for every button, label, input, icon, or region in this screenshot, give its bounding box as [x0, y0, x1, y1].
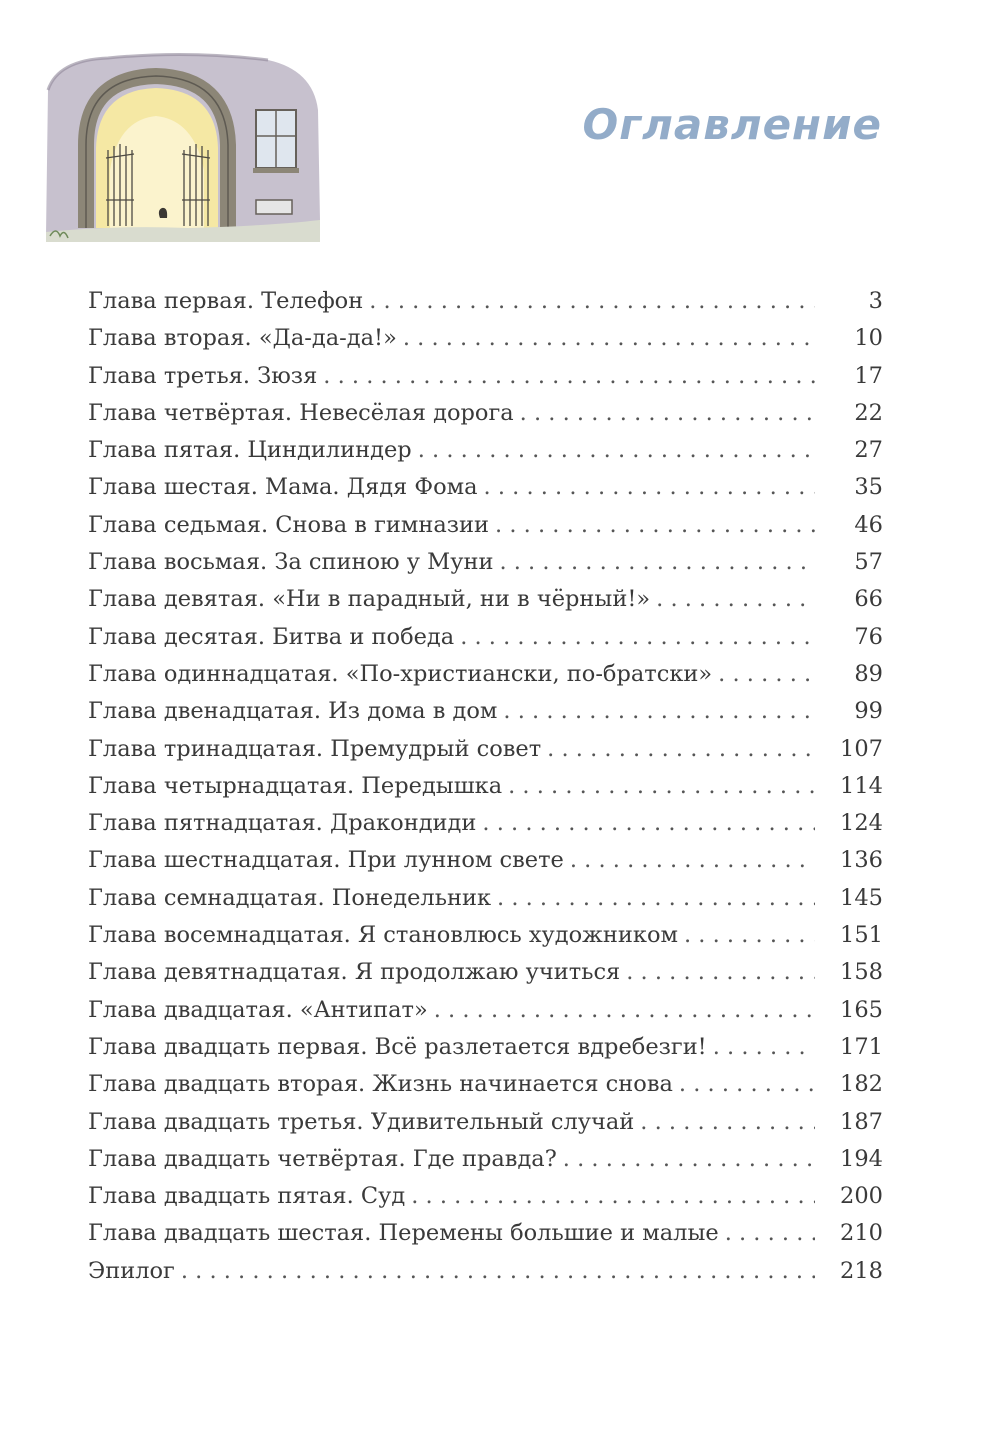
toc-entry — [88, 288, 883, 325]
toc-leader-dots — [684, 922, 815, 948]
toc-entry-title: Глава двадцать первая. Всё разлетается вдребезги! — [88, 1033, 707, 1060]
toc-entry-page: 194 — [840, 1145, 883, 1172]
toc-entry — [88, 810, 883, 847]
toc-entry — [88, 885, 883, 922]
toc-entry-page: 165 — [840, 996, 883, 1023]
table-of-contents — [88, 288, 883, 1295]
toc-leader-dots — [484, 474, 815, 500]
toc-leader-dots — [725, 1220, 815, 1246]
toc-entry — [88, 1034, 883, 1071]
toc-leader-dots — [369, 288, 815, 314]
toc-entry-title: Глава пятая. Циндилиндер — [88, 437, 412, 464]
toc-entry-page: 27 — [854, 437, 883, 464]
toc-entry — [88, 363, 883, 400]
toc-entry-title: Глава одиннадцатая. «По-христиански, по-братски» — [88, 660, 713, 687]
toc-entry-page: 124 — [840, 810, 883, 837]
toc-entry-title: Глава двадцать четвёртая. Где правда? — [88, 1145, 557, 1172]
toc-leader-dots — [460, 624, 815, 650]
toc-leader-dots — [626, 959, 815, 985]
toc-entry-title: Глава семнадцатая. Понедельник — [88, 884, 492, 911]
toc-entry-title: Глава тринадцатая. Премудрый совет — [88, 735, 542, 762]
toc-entry-title: Глава четырнадцатая. Передышка — [88, 772, 503, 799]
toc-entry-page: 22 — [854, 399, 883, 426]
toc-entry — [88, 437, 883, 474]
toc-entry — [88, 922, 883, 959]
toc-leader-dots — [181, 1258, 815, 1284]
toc-entry — [88, 1258, 883, 1295]
toc-entry — [88, 474, 883, 511]
toc-leader-dots — [495, 512, 815, 538]
toc-entry — [88, 1183, 883, 1220]
toc-leader-dots — [570, 847, 815, 873]
toc-entry — [88, 1071, 883, 1108]
toc-entry-title: Глава шестая. Мама. Дядя Фома — [88, 474, 478, 501]
toc-entry — [88, 512, 883, 549]
toc-entry-page: 17 — [854, 362, 883, 389]
toc-entry — [88, 736, 883, 773]
toc-entry-page: 114 — [840, 772, 883, 799]
toc-entry — [88, 549, 883, 586]
toc-entry — [88, 847, 883, 884]
toc-entry-title: Глава двадцать вторая. Жизнь начинается снова — [88, 1071, 673, 1098]
toc-entry-page: 35 — [854, 474, 883, 501]
toc-entry-page: 89 — [854, 660, 883, 687]
toc-entry — [88, 586, 883, 623]
toc-leader-dots — [640, 1109, 815, 1135]
toc-entry-page: 66 — [854, 586, 883, 613]
toc-entry-page: 3 — [868, 288, 883, 314]
archway-illustration — [38, 50, 323, 245]
toc-entry-page: 46 — [854, 511, 883, 538]
toc-entry — [88, 698, 883, 735]
toc-entry — [88, 624, 883, 661]
archway-drawing — [38, 50, 323, 245]
toc-leader-dots — [418, 437, 815, 463]
toc-entry-title: Глава двадцать пятая. Суд — [88, 1183, 406, 1210]
toc-leader-dots — [713, 1034, 815, 1060]
toc-entry-title: Глава первая. Телефон — [88, 288, 364, 314]
toc-leader-dots — [403, 325, 815, 351]
toc-entry-title: Глава двадцать шестая. Перемены большие и малые — [88, 1220, 719, 1247]
toc-leader-dots — [563, 1146, 815, 1172]
toc-entry-title: Глава седьмая. Снова в гимназии — [88, 511, 490, 538]
toc-entry-title: Глава четвёртая. Невесёлая дорога — [88, 399, 514, 426]
toc-entry-page: 145 — [840, 884, 883, 911]
toc-entry-page: 136 — [840, 847, 883, 874]
toc-entry-title: Глава восемнадцатая. Я становлюсь художником — [88, 922, 678, 949]
toc-entry-page: 200 — [840, 1183, 883, 1210]
toc-entry-title: Глава двадцать третья. Удивительный случай — [88, 1108, 635, 1135]
toc-entry-page: 107 — [840, 735, 883, 762]
toc-leader-dots — [503, 698, 815, 724]
toc-entry-page: 151 — [840, 922, 883, 949]
toc-entry-title: Глава двадцатая. «Антипат» — [88, 996, 428, 1023]
toc-entry-page: 99 — [854, 698, 883, 725]
toc-leader-dots — [718, 661, 815, 687]
toc-entry-title: Глава шестнадцатая. При лунном свете — [88, 847, 564, 874]
toc-entry-page: 171 — [840, 1033, 883, 1060]
toc-leader-dots — [482, 810, 815, 836]
toc-leader-dots — [547, 736, 815, 762]
toc-entry — [88, 773, 883, 810]
toc-entry — [88, 400, 883, 437]
toc-entry-title: Эпилог — [88, 1257, 175, 1284]
toc-entry-page: 158 — [840, 959, 883, 986]
toc-leader-dots — [323, 363, 815, 389]
toc-leader-dots — [434, 997, 815, 1023]
toc-entry-page: 76 — [854, 623, 883, 650]
toc-entry — [88, 1109, 883, 1146]
toc-entry-title: Глава девятая. «Ни в парадный, ни в чёрный!» — [88, 586, 651, 613]
toc-entry — [88, 997, 883, 1034]
toc-entry-title: Глава десятая. Битва и победа — [88, 623, 455, 650]
toc-entry-page: 10 — [854, 325, 883, 352]
toc-entry-title: Глава пятнадцатая. Дракондиди — [88, 810, 477, 837]
toc-leader-dots — [411, 1183, 815, 1209]
toc-entry-page: 57 — [854, 549, 883, 576]
toc-entry-title: Глава восьмая. За спиною у Муни — [88, 549, 494, 576]
toc-entry-page: 218 — [840, 1257, 883, 1284]
toc-entry — [88, 325, 883, 362]
toc-entry-title: Глава третья. Зюзя — [88, 362, 318, 389]
toc-leader-dots — [520, 400, 815, 426]
toc-entry-page: 182 — [840, 1071, 883, 1098]
toc-leader-dots — [679, 1071, 815, 1097]
toc-entry-title: Глава двенадцатая. Из дома в дом — [88, 698, 498, 725]
toc-entry — [88, 959, 883, 996]
toc-entry — [88, 1220, 883, 1257]
toc-entry — [88, 1146, 883, 1183]
toc-entry-title: Глава вторая. «Да-да-да!» — [88, 325, 397, 352]
toc-entry-page: 187 — [840, 1108, 883, 1135]
toc-leader-dots — [497, 885, 815, 911]
page-title: Оглавление — [582, 100, 882, 149]
toc-entry — [88, 661, 883, 698]
toc-entry-page: 210 — [840, 1220, 883, 1247]
toc-leader-dots — [499, 549, 815, 575]
toc-leader-dots — [656, 586, 815, 612]
toc-leader-dots — [508, 773, 815, 799]
toc-entry-title: Глава девятнадцатая. Я продолжаю учиться — [88, 959, 621, 986]
